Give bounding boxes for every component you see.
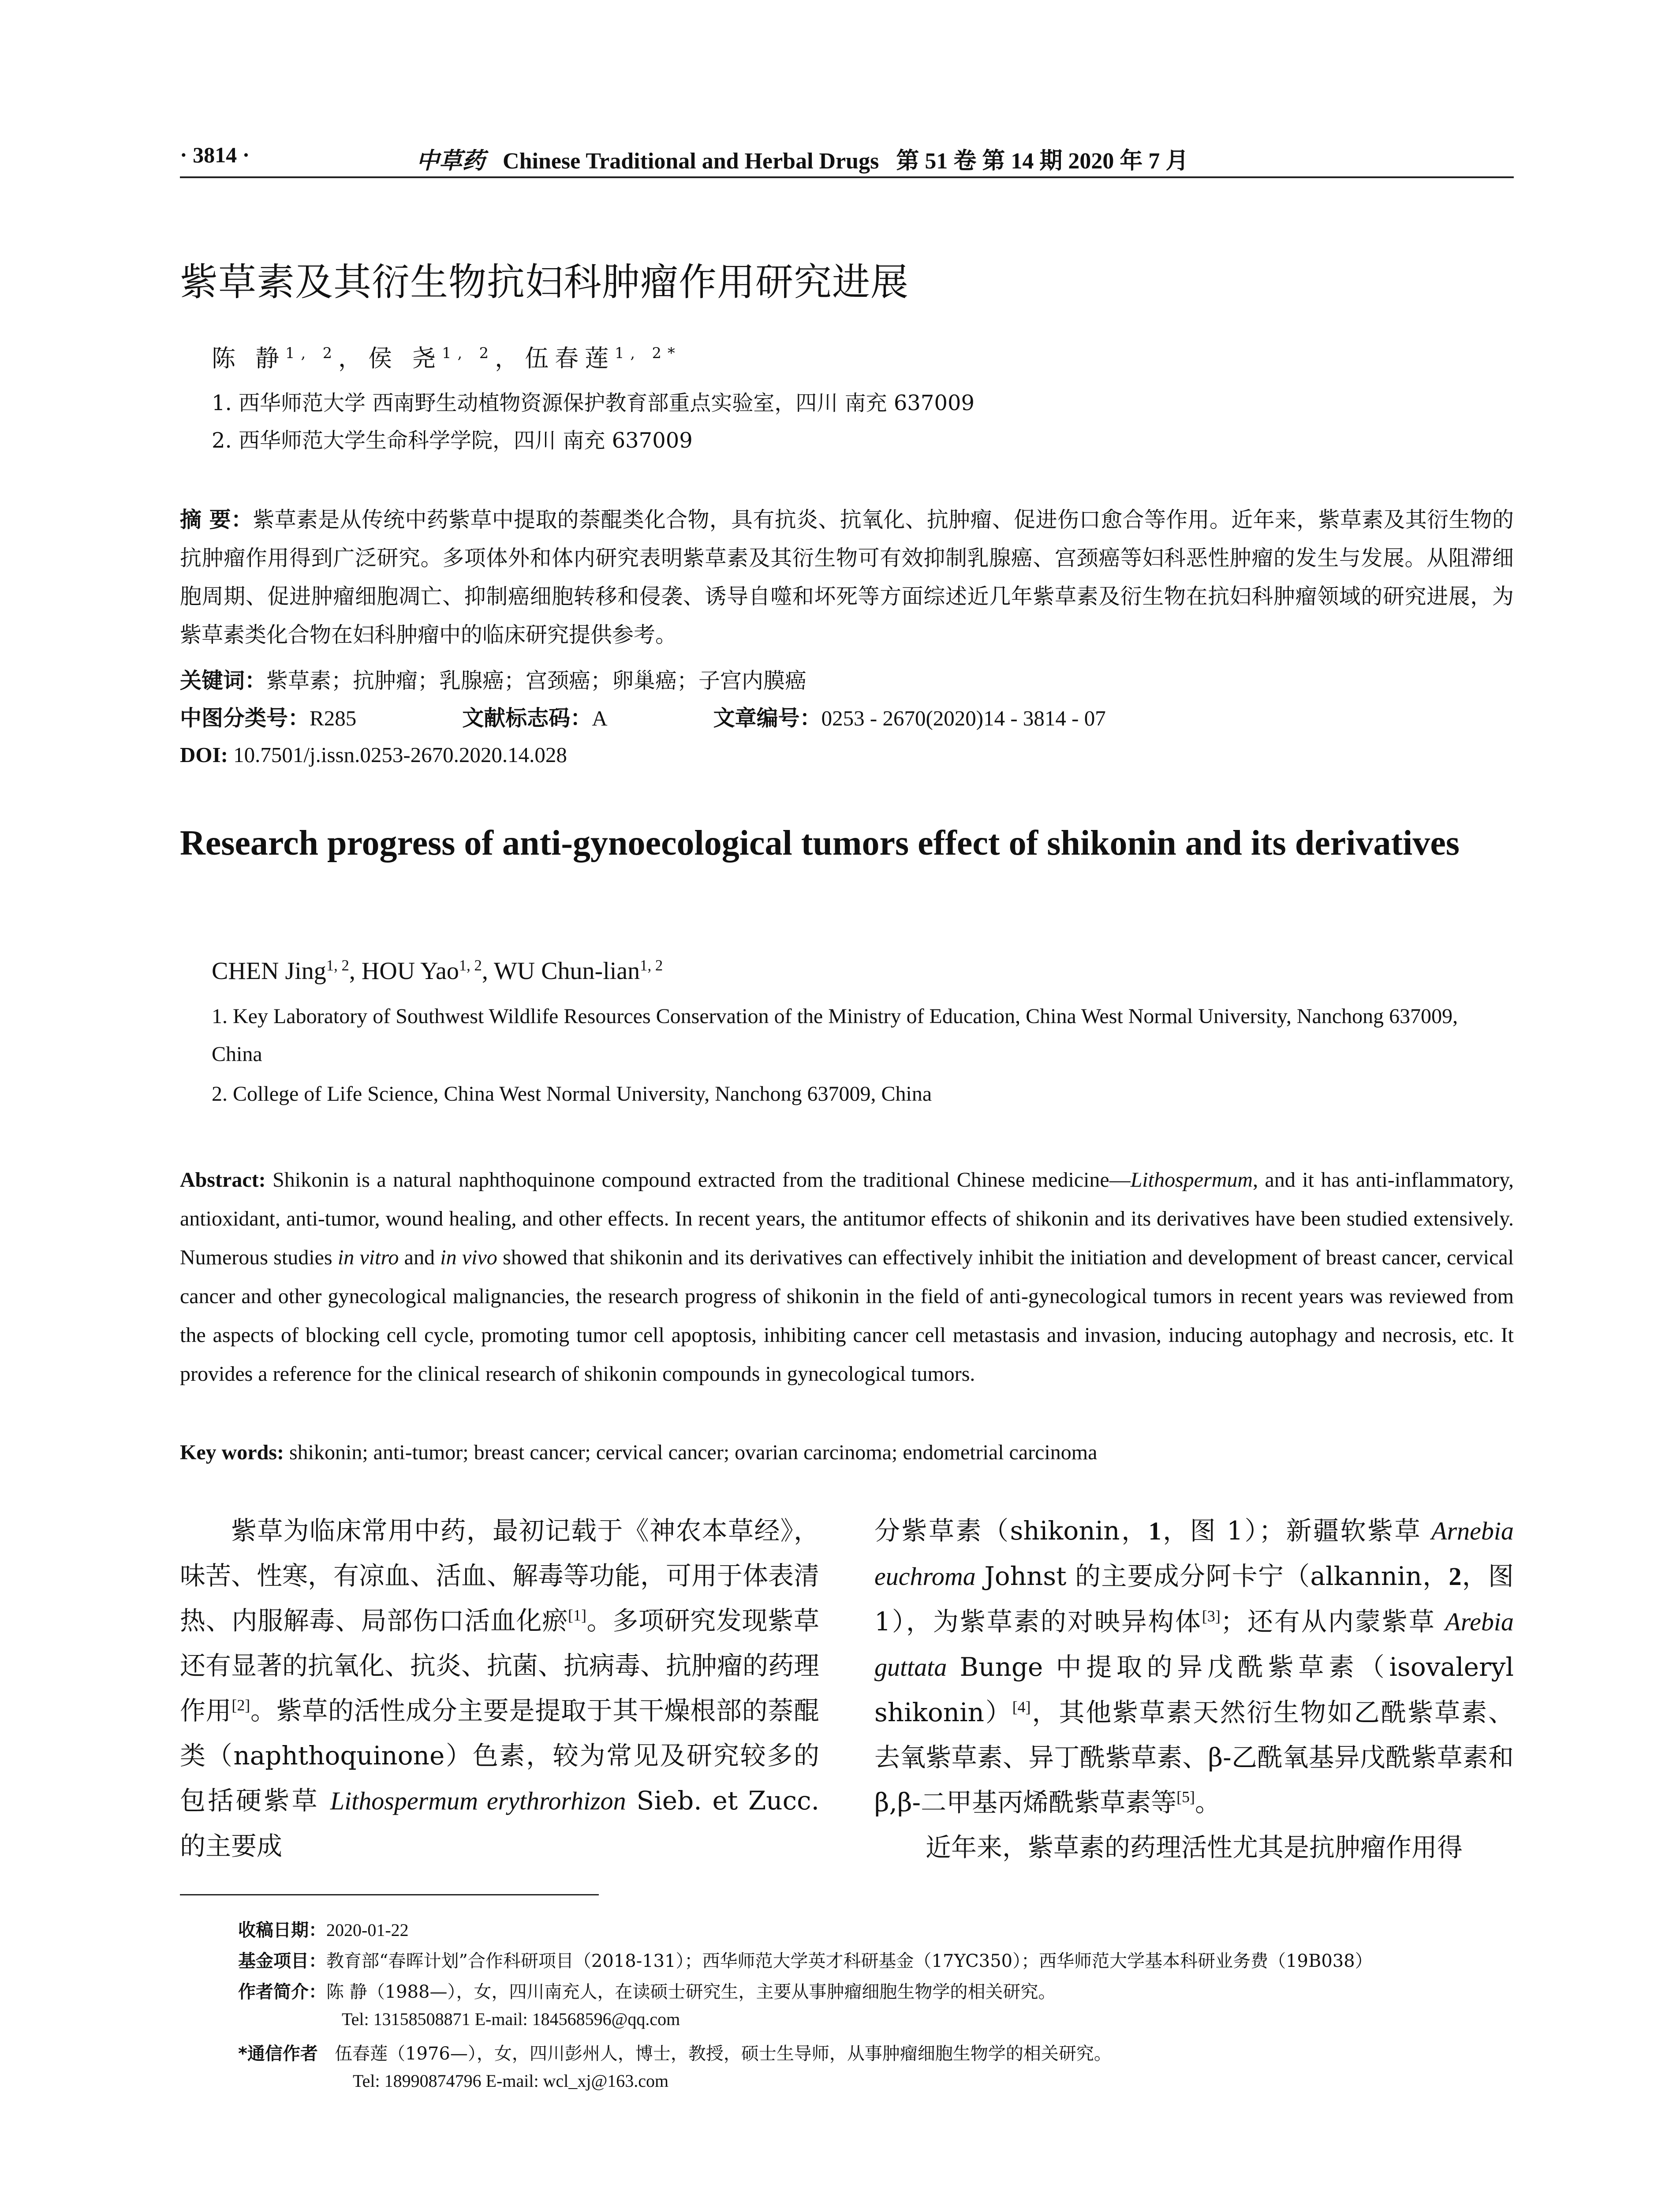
cn-author-1: 陈 静 bbox=[212, 344, 286, 372]
header-rule bbox=[180, 176, 1514, 178]
body-paragraph-1-cont bbox=[874, 1508, 1514, 1825]
cn-affiliation-1: 1. 西华师范大学 西南野生动植物资源保护教育部重点实验室，四川 南充 637009 bbox=[212, 391, 975, 415]
citation-5[interactable]: [5] bbox=[1176, 1788, 1195, 1806]
body-text: ，图 1）；新疆软紫草 bbox=[1161, 1516, 1432, 1546]
body-text: ，图 1），为紫草素的对映异构体 bbox=[874, 1561, 1514, 1637]
author-text: 陈 静（1988—），女，四川南充人，在读硕士研究生，主要从事肿瘤细胞生物学的相关研究。 bbox=[326, 1982, 1056, 2002]
article-no-value: 0253 - 2670(2020)14 - 3814 - 07 bbox=[821, 706, 1106, 730]
cn-abstract-text: 紫草素是从传统中药紫草中提取的萘醌类化合物，具有抗炎、抗氧化、抗肿瘤、促进伤口愈合等作用。近年来，紫草素及其衍生物的抗肿瘤作用得到广泛研究。多项体外和体内研究表明紫草素及其衍生物可有效抑制乳腺癌、宫颈癌等妇科恶性肿瘤的发生与发展。从阻滞细胞周期、促进肿瘤细胞凋亡、抑制癌细胞转移和侵袭、诱导自噬和坏死等方面综述近几年紫草素及衍生物在抗妇科肿瘤领域的研究进展，为紫草素类化合物在妇科肿瘤中的临床研究提供参考。 bbox=[180, 507, 1514, 647]
body-text: Bunge 中提取的异戊酰紫草素（isovaleryl shikonin） bbox=[874, 1652, 1514, 1727]
cn-keywords bbox=[180, 662, 1514, 700]
en-abstract-p3-italic: in vivo bbox=[440, 1246, 497, 1269]
species-name: Arnebia euchroma bbox=[874, 1517, 1514, 1591]
cn-title: 紫草素及其衍生物抗妇科肿瘤作用研究进展 bbox=[180, 260, 909, 304]
doi bbox=[180, 736, 1514, 774]
body-text: Sieb. et Zucc. 的主要成 bbox=[180, 1786, 820, 1861]
en-abstract-p4: showed that shikonin and its derivatives can effectively inhibit the initiation and development of breast cancer, cervical cancer and other gynecological malignancies, the research progress of shikonin in the field of anti-gynecological tumors in recent years was reviewed from the aspects of blocking cell cycle, promoting tumor cell apoptosis, inhibiting cancer cell metastasis and invasion, inducing autophagy and necrosis, etc. It provides a reference for the clinical research of shikonin compounds in gynecological tumors. bbox=[180, 1246, 1514, 1386]
footnote-author bbox=[238, 1978, 1056, 2003]
cn-author-3-aff: 1, 2* bbox=[615, 344, 681, 362]
fund-label: 基金项目： bbox=[238, 1951, 326, 1971]
cn-author-2-aff: 1, 2 bbox=[442, 344, 495, 362]
cn-author-3: 伍春莲 bbox=[525, 344, 615, 372]
author-label: 作者简介： bbox=[238, 1982, 326, 2002]
body-paragraph-1 bbox=[180, 1508, 819, 1869]
cn-classification bbox=[180, 699, 1514, 737]
compound-number: 2 bbox=[1449, 1562, 1462, 1591]
body-text: ；还有从内蒙紫草 bbox=[1220, 1607, 1445, 1637]
citation-3[interactable]: [3] bbox=[1202, 1607, 1221, 1625]
journal-logo: 中草药 bbox=[416, 149, 485, 174]
citation-1[interactable]: [1] bbox=[568, 1606, 586, 1624]
en-keywords-text: shikonin; anti-tumor; breast cancer; cervical cancer; ovarian carcinoma; endometrial carcinoma bbox=[289, 1441, 1098, 1464]
en-authors: CHEN Jing$^{1, 2}$, HOU Yao$^{1, 2}$, WU Chun-lian$^{1, 2}$ bbox=[212, 957, 663, 985]
en-author-1: CHEN Jing bbox=[212, 957, 326, 985]
body-text: 紫草为临床常用中药，最初记载于《神农本草经》，味苦、性寒，有凉血、活血、解毒等功能，可用于体表清热、内服解毒、局部伤口活血化瘀 bbox=[180, 1516, 820, 1636]
footnote-author-contact: Tel: 13158508871 E-mail: 184568596@qq.com bbox=[342, 2009, 680, 2029]
body-column-left bbox=[180, 1508, 819, 1869]
en-author-2: HOU Yao bbox=[361, 957, 459, 985]
en-abstract-p2-italic: in vitro bbox=[337, 1246, 399, 1269]
en-abstract-p3: and bbox=[399, 1246, 441, 1269]
en-author-2-aff: 1, 2 bbox=[459, 957, 482, 974]
doi-value[interactable]: 10.7501/j.issn.0253-2670.2020.14.028 bbox=[233, 743, 567, 767]
body-text: 。紫草的活性成分主要是提取于其干燥根部的萘醌类（naphthoquinone）色素，较为常见及研究较多的包括硬紫草 bbox=[180, 1696, 819, 1816]
doc-code-label: 文献标志码： bbox=[462, 706, 592, 731]
cn-abstract bbox=[180, 501, 1514, 654]
doc-code-value: A bbox=[592, 706, 608, 730]
class-value: R285 bbox=[310, 706, 357, 730]
en-title: Research progress of anti-gynoecological tumors effect of shikonin and its derivatives bbox=[180, 824, 1460, 863]
en-abstract-p1-italic: Lithospermum bbox=[1130, 1168, 1253, 1192]
article-no-label: 文章编号： bbox=[713, 706, 821, 731]
cn-abstract-label: 摘 要： bbox=[180, 507, 253, 532]
cn-keywords-label: 关键词： bbox=[180, 668, 267, 693]
en-author-1-aff: 1, 2 bbox=[326, 957, 349, 974]
en-abstract-p1: Shikonin is a natural naphthoquinone compound extracted from the traditional Chinese medicine— bbox=[273, 1168, 1131, 1192]
body-text: 。 bbox=[1195, 1787, 1221, 1817]
compound-number: 1 bbox=[1148, 1517, 1161, 1545]
footnote-fund bbox=[238, 1947, 1373, 1972]
footnote-corresponding bbox=[238, 2040, 1112, 2065]
footnote-received bbox=[238, 1916, 409, 1941]
body-paragraph-2: 近年来，紫草素的药理活性尤其是抗肿瘤作用得 bbox=[926, 1832, 1463, 1862]
received-date: 2020-01-22 bbox=[326, 1920, 409, 1940]
corr-label: *通信作者 bbox=[238, 2044, 318, 2064]
cn-authors: 陈 静$^{1, 2}$，侯 尧$^{1, 2}$，伍春莲$^{1, 2*}$ bbox=[212, 344, 681, 372]
cn-author-1-aff: 1, 2 bbox=[285, 344, 339, 362]
citation-2[interactable]: [2] bbox=[231, 1696, 250, 1714]
received-label: 收稿日期： bbox=[238, 1920, 326, 1940]
body-text: 。多项研究发现紫草还有显著的抗氧化、抗炎、抗菌、抗病毒、抗肿瘤的药理作用 bbox=[180, 1606, 820, 1726]
body-text: ，其他紫草素天然衍生物如乙酰紫草素、去氧紫草素、异丁酰紫草素、β-乙酰氧基异戊酰紫草素和 β,β-二甲基丙烯酰紫草素等 bbox=[874, 1697, 1514, 1817]
cn-keywords-text: 紫草素；抗肿瘤；乳腺癌；宫颈癌；卵巢癌；子宫内膜癌 bbox=[266, 668, 807, 693]
body-text: Johnst 的主要成分阿卡宁（alkannin， bbox=[975, 1561, 1449, 1591]
en-affiliation-1: 1. Key Laboratory of Southwest Wildlife Resources Conservation of the Ministry of Education, China West Normal University, Nanchong 637009, China bbox=[212, 1005, 1458, 1066]
doi-label: DOI: bbox=[180, 743, 228, 767]
en-abstract-label: Abstract: bbox=[180, 1168, 266, 1192]
en-abstract-p2: , and it has anti-inflammatory, antioxidant, anti-tumor, wound healing, and other effects. In recent years, the antitumor effects of shikonin and its derivatives have been studied extensively. Numerous studies bbox=[180, 1168, 1514, 1269]
corr-text: 伍春莲（1976—），女，四川彭州人，博士，教授，硕士生导师，从事肿瘤细胞生物学的相关研究。 bbox=[335, 2044, 1112, 2064]
journal-name: Chinese Traditional and Herbal Drugs bbox=[503, 149, 879, 174]
class-label: 中图分类号： bbox=[180, 706, 310, 731]
en-author-3-aff: 1, 2 bbox=[640, 957, 663, 974]
body-text: 分紫草素（shikonin， bbox=[874, 1516, 1149, 1546]
species-name: Arebia guttata bbox=[874, 1607, 1514, 1682]
fund-text: 教育部“春晖计划”合作科研项目（2018-131）；西华师范大学英才科研基金（17YC350）；西华师范大学基本科研业务费（19B038） bbox=[326, 1951, 1373, 1971]
en-abstract bbox=[180, 1161, 1514, 1394]
en-affiliation-2: 2. College of Life Science, China West Normal University, Nanchong 637009, China bbox=[212, 1082, 932, 1106]
en-keywords bbox=[180, 1433, 1514, 1472]
footnote-corr-contact: Tel: 18990874796 E-mail: wcl_xj@163.com bbox=[353, 2071, 669, 2091]
en-keywords-label: Key words: bbox=[180, 1441, 284, 1464]
cn-affiliation-2: 2. 西华师范大学生命科学学院，四川 南充 637009 bbox=[212, 428, 693, 453]
en-author-3: WU Chun-lian bbox=[493, 957, 640, 985]
footnote-rule bbox=[180, 1894, 599, 1895]
body-column-right bbox=[874, 1508, 1514, 1870]
species-name: Lithospermum erythrorhizon bbox=[330, 1786, 626, 1815]
cn-author-2: 侯 尧 bbox=[368, 344, 442, 372]
citation-4[interactable]: [4] bbox=[1012, 1698, 1031, 1716]
page-number: · 3814 · bbox=[180, 142, 250, 167]
running-header bbox=[416, 142, 1188, 175]
issue-info: 第 51 卷 第 14 期 2020 年 7 月 bbox=[896, 149, 1189, 174]
